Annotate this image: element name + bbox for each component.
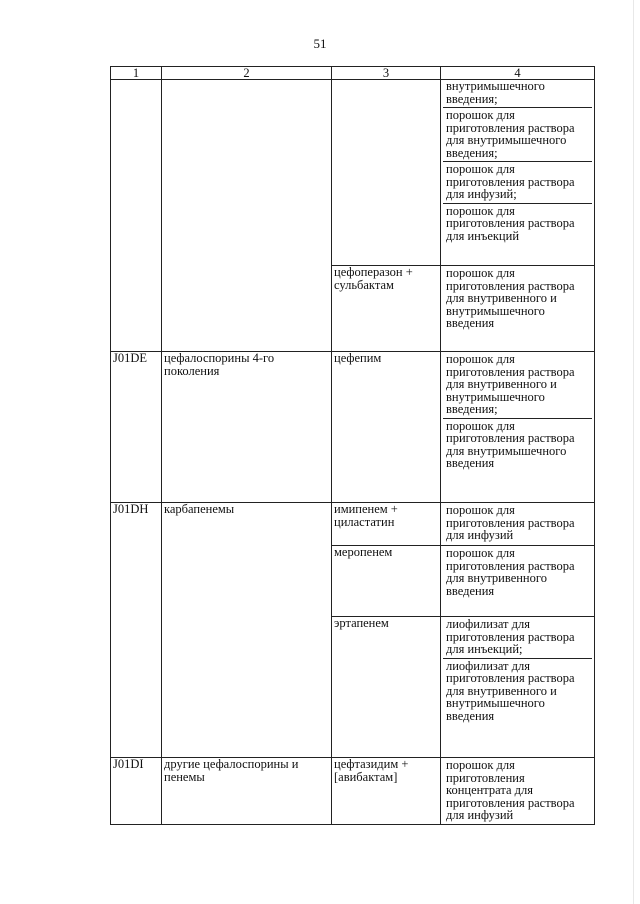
table-row [111,503,595,546]
atc-code-cell [111,80,162,352]
column-header-4: 4 [441,67,595,80]
dosage-form-item: порошок для приготовления концентрата для приготовления раствора для инфузий [446,758,575,822]
group-cell: цефалоспорины 4-го поколения [162,352,332,503]
dosage-forms-cell [441,352,595,503]
group-cell: карбапенемы [162,503,332,758]
dosage-form-item: порошок для приготовления раствора для внутривенного введения [446,546,575,598]
dosage-form-item: порошок для приготовления раствора для внутримышечного введения; [443,107,592,161]
dosage-forms-cell [441,503,595,546]
dosage-form-item: порошок для приготовления раствора для внутривенного и внутримышечного введения [446,266,575,330]
page-number: 51 [313,36,327,51]
dosage-form-item: порошок для приготовления раствора для инъекций [443,203,592,245]
dosage-form-item: внутримышечного введения; [446,79,545,106]
group-cell [162,80,332,352]
table-row [111,80,595,266]
group-cell: другие цефалоспорины и пенемы [162,758,332,825]
dosage-form-item: порошок для приготовления раствора для внутримышечного введения [443,418,592,472]
atc-code-cell: J01DI [111,758,162,825]
dosage-form-item: лиофилизат для приготовления раствора для внутривенного и внутримышечного введения [443,658,592,725]
dosage-forms-cell [441,617,595,758]
dosage-forms-cell [441,758,595,825]
substance-cell: цефепим [332,352,441,503]
dosage-form-item: порошок для приготовления раствора для инфузий [446,503,575,542]
substance-cell: эртапенем [332,617,441,758]
substance-cell [332,80,441,266]
atc-code-cell: J01DH [111,503,162,758]
table-row [111,758,595,825]
scan-edge-line [633,0,634,904]
substance-cell: меропенем [332,546,441,617]
atc-code-cell: J01DE [111,352,162,503]
dosage-forms-cell [441,546,595,617]
dosage-form-item: порошок для приготовления раствора для внутривенного и внутримышечного введения; [446,352,575,416]
column-header-row [111,67,595,80]
dosage-form-item: порошок для приготовления раствора для инфузий; [443,161,592,203]
medication-table [110,66,595,825]
column-header-1: 1 [111,67,162,80]
dosage-forms-cell [441,266,595,352]
substance-cell: цефтазидим + [авибактам] [332,758,441,825]
column-header-2: 2 [162,67,332,80]
column-header-3: 3 [332,67,441,80]
table-row [111,352,595,503]
substance-cell: цефоперазон + сульбактам [332,266,441,352]
dosage-form-item: лиофилизат для приготовления раствора для инъекций; [446,617,575,656]
substance-cell: имипенем + циластатин [332,503,441,546]
dosage-forms-cell [441,80,595,266]
